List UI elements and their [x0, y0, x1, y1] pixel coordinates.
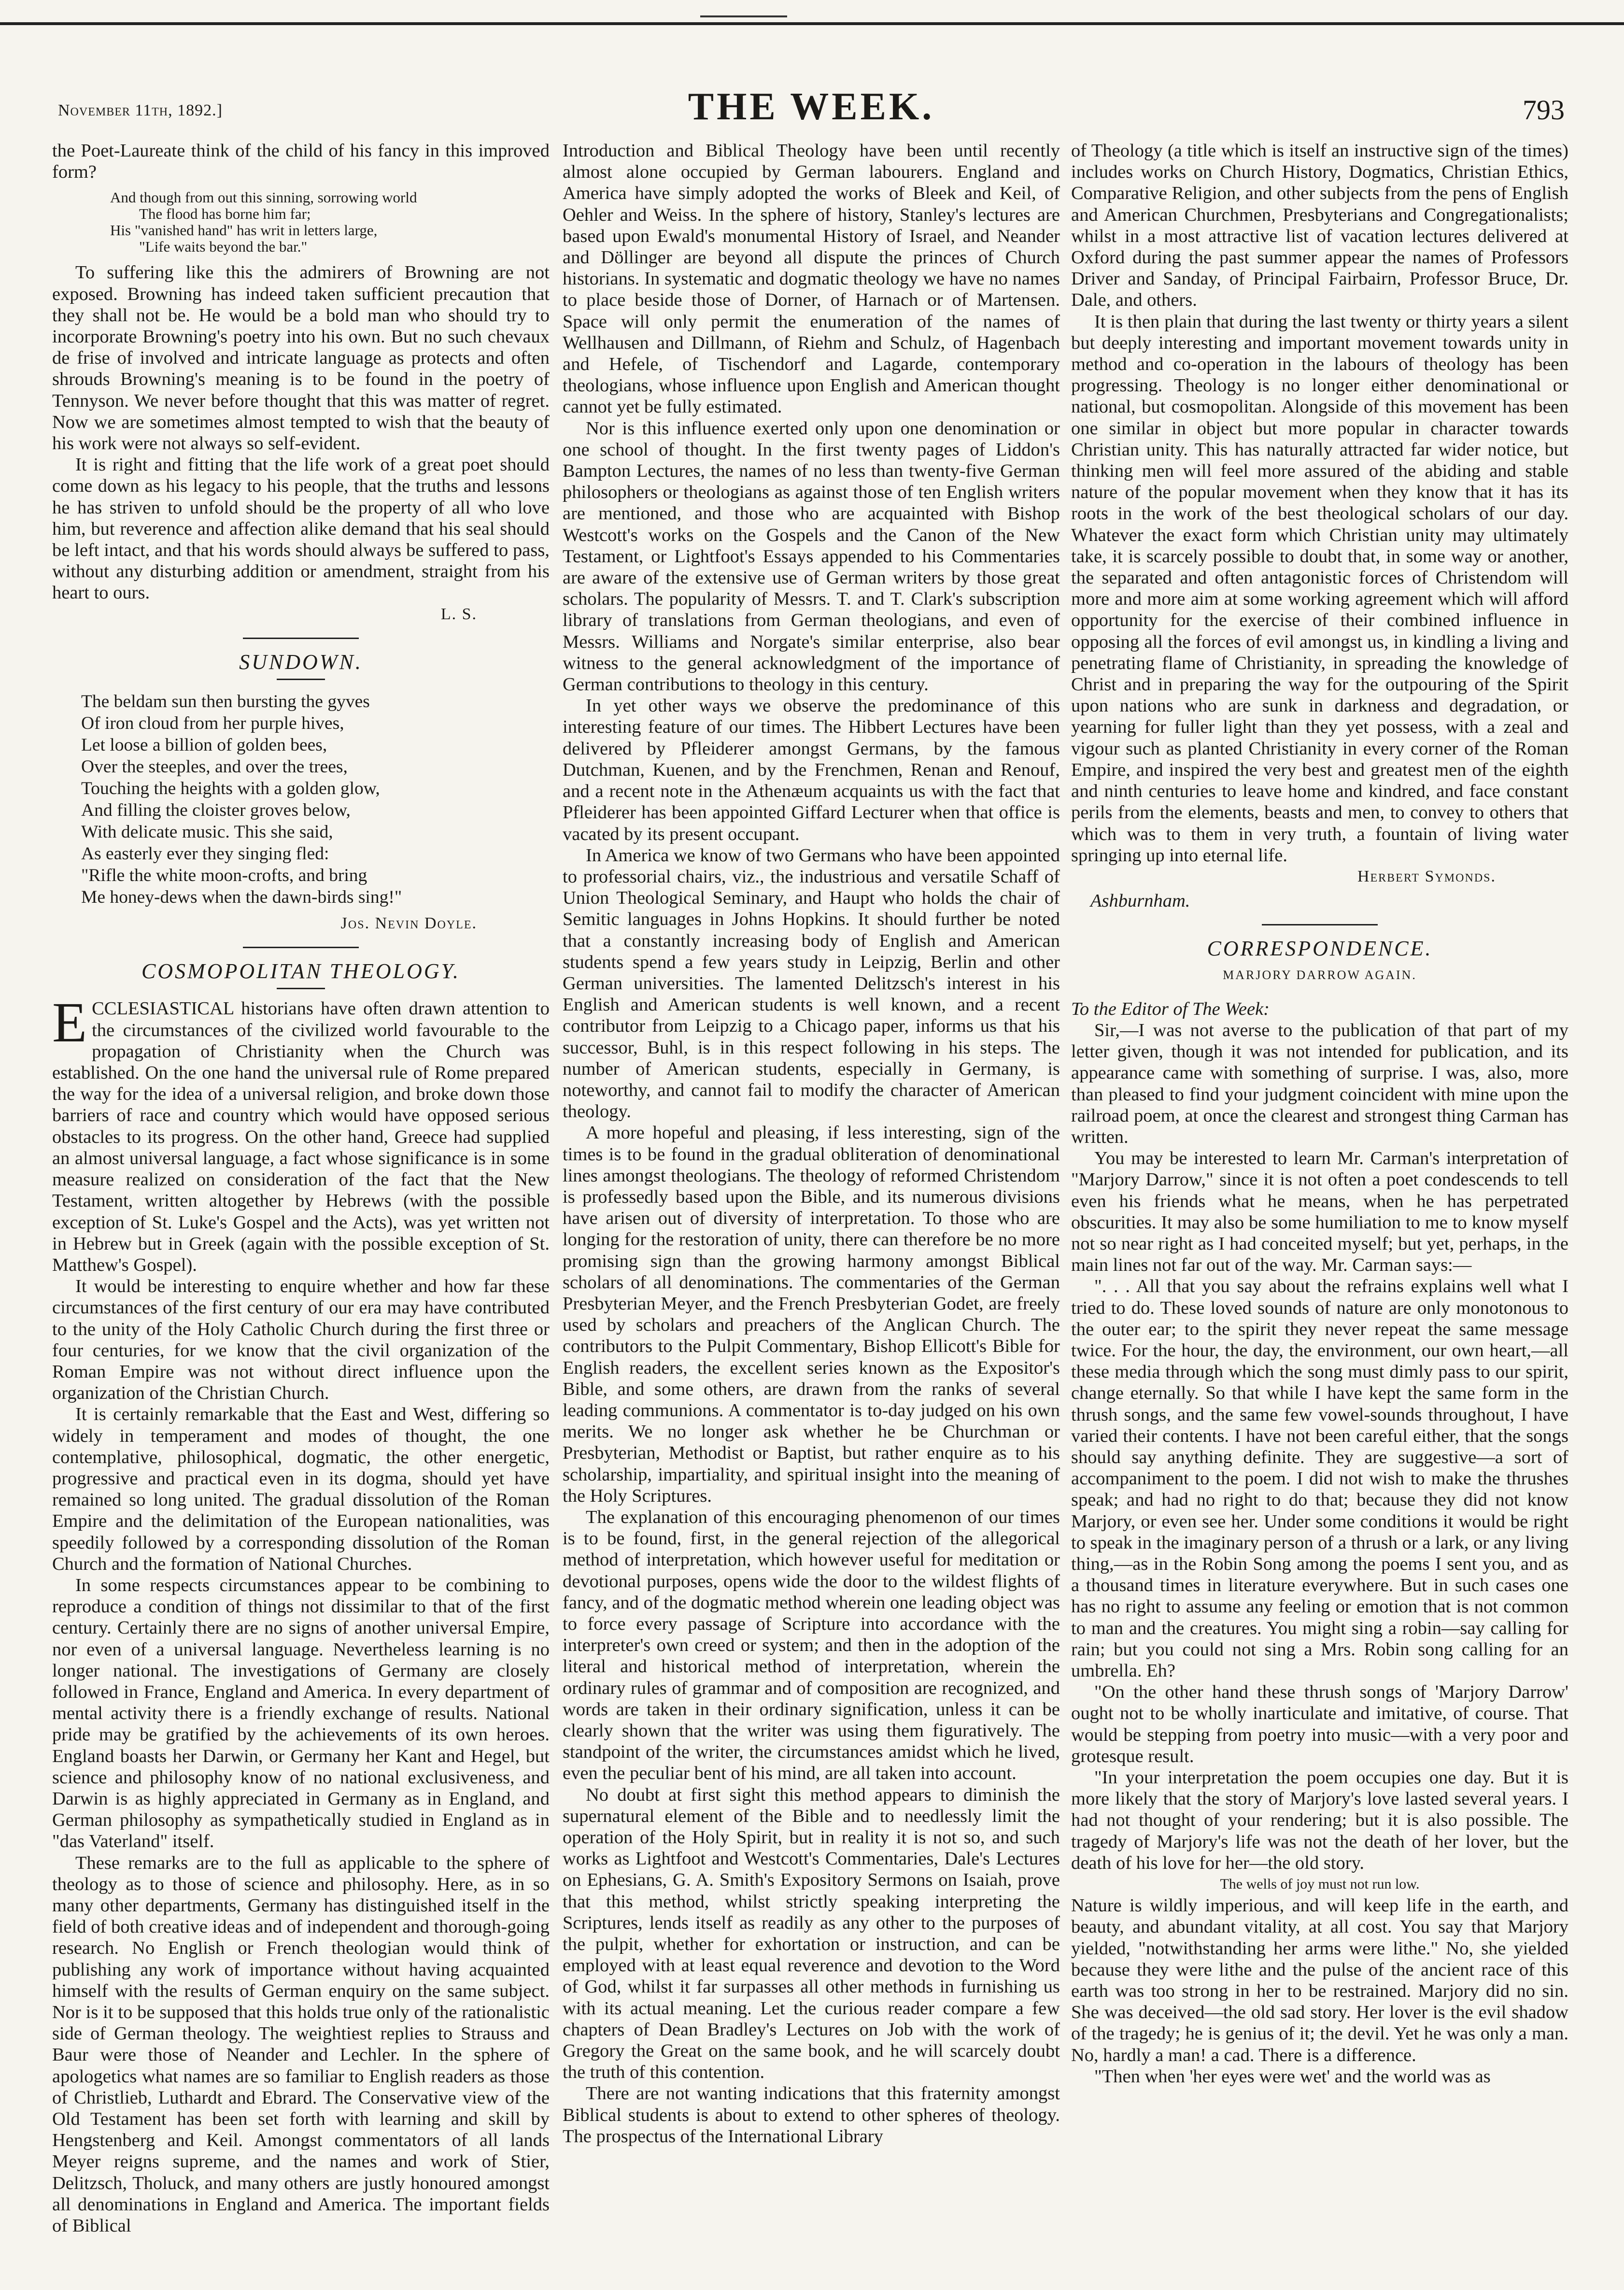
heading-cosmopolitan-theology: COSMOPOLITAN THEOLOGY. — [141, 959, 461, 983]
divider — [277, 988, 325, 989]
drop-cap: E — [52, 991, 87, 1054]
dateline-place: Ashburnham. — [1090, 891, 1190, 911]
poem-line: Over the steeples, and over the trees, — [81, 757, 348, 777]
paragraph: Nor is this influence exerted only upon one denomination or one school of thought. In the first twenty pages of Liddon's Bampton Lectures, the names of no less than twenty-five German philosophers or theologians as against those of ten English writers are mentioned, and those who are acquainted with Bishop Westcott's works on the Gospels and the Canon of the New Testament, or Lightfoot's Essays appended to his Commentaries are aware of the extensive use of German writers by those great scholars. The popularity of Messrs. T. and T. Clark's subscription library of translations from German theologians, and even of Messrs. Williams and Norgate's similar enterprise, also bear witness to the general acknowledgment of the importance of German contributions to theology in this century. — [563, 418, 1060, 695]
paragraph: The explanation of this encouraging phenomenon of our times is to be found, first, in the general rejection of the allegorical method of interpretation, which however useful for meditation or devotional purposes, opens wide the door to the wildest flights of fancy, and of the dogmatic method wherein one leading object was to force every passage of Scripture into accordance with the interpreter's own creed or system; and then in the adoption of the literal and historical method of interpretation, wherein the ordinary rules of grammar and of composition are recognized, and words are taken in their ordinary signification, unless it can be clearly shown that the writer was using them figuratively. The standpoint of the writer, the circumstances amidst which he lived, even the peculiar bent of his mind, are all taken into account. — [563, 1507, 1060, 1784]
paragraph: Introduction and Biblical Theology have been until recently almost alone occupied by German labourers. England and America have simply adopted the works of Bleek and Keil, of Oehler and Weiss. In the sphere of history, Stanley's lectures are based upon Ewald's monumental History of Israel, and Neander and Döllinger are beyond all dispute the princes of Church historians. In systematic and dogmatic theology we have no names to place beside those of Dorner, of Harnach or of Martensen. Space will only permit the enumeration of the names of Wellhausen and Dillmann, of Riehm and Schulz, of Hagenbach and Hefele, of Tischendorf and Lagarde, contemporary theologians, whose influence upon English and American thought cannot yet be fully estimated. — [563, 141, 1060, 417]
paragraph: Sir,—I was not averse to the publication of that part of my letter given, though it was not intended for publication, and its appearance came with something of surprise. I was, also, more than pleased to find your judgment coincident with mine upon the railroad poem, at once the clearest and strongest thing Carman has written. — [1071, 1020, 1568, 1147]
quoted-line: The wells of joy must not run low. — [1220, 1876, 1420, 1892]
publication-title: THE WEEK. — [688, 85, 935, 128]
paragraph: the Poet-Laureate think of the child of his fancy in this improved form? — [52, 141, 550, 183]
paragraph: In America we know of two Germans who have been appointed to professorial chairs, viz., the industrious and versatile Schaff of Union Theological Seminary, and Haupt who holds the chair of Semitic languages in Johns Hopkins. It should further be noted that a constantly increasing body of English and American students spend a few years study in Leipzig, Berlin and other German universities. The lamented Delitzsch's interest in his English and American students is well known, and a recent contributor from Leipzig to a Chicago paper, informs us that his successor, Buhl, is in this respect following in his steps. The number of American students, especially in Germany, is noteworthy, and cannot fail to modify the character of American theology. — [563, 845, 1060, 1122]
paragraph: A more hopeful and pleasing, if less interesting, sign of the times is to be found in the gradual obliteration of denominational lines amongst theologians. The theology of reformed Christendom is professedly based upon the Bible, and its numerous divisions have arisen out of diversity of interpretation. To those who are longing for the restoration of unity, there can therefore be no more promising sign than the growing harmony amongst Biblical scholars of all denominations. The commentaries of the German Presbyterian Meyer, and the French Presbyterian Godet, are freely used by scholars and preachers of the Anglican Church. The contributors to the Pulpit Commentary, Bishop Ellicott's Bible for English readers, the excellent series known as the Expositor's Bible, and some others, are drawn from the ranks of several leading communions. A commentator is to-day judged on his own merits. We no longer ask whether he be Churchman or Presbyterian, Methodist or Baptist, but rather enquire as to his scholarship, impartiality, and spiritual insight into the meaning of the Holy Scriptures. — [563, 1123, 1060, 1506]
paragraph: It is then plain that during the last twenty or thirty years a silent but deeply interesting and important movement towards unity in method and co-operation in the labours of theology has been progressing. Theology is no longer either denominational or national, but cosmopolitan. Alongside of this movement has been one similar in object but more popular in character towards Christian unity. This has naturally attracted far wider notice, but thinking men will feel more assured of the abiding and stable nature of the popular movement when they know that it has its roots in the work of the best theological scholars of our day. Whatever the exact form which Christian unity may ultimately take, it is scarcely possible to doubt that, in some way or another, the separated and often antagonistic forces of Christendom will more and more aim at some working agreement which will afford opportunity for the exercise of their combined influence in opposing all the forces of evil amongst us, in kindling a living and penetrating flame of Christianity, in spreading the knowledge of Christ and in preparing the way for the outpouring of the Spirit upon nations who are sunk in darkness and degradation, or yearning for fuller light than they yet possess, with a zeal and vigour such as planted Christianity in every corner of the Roman Empire, and inspired the very best and greatest men of the eighth and ninth centuries to leave home and kindred, and face constant perils from the elements, beasts and men, to convey to others that which was to them in very truth, a fountain of living water springing up into eternal life. — [1071, 311, 1568, 866]
verse-line: His "vanished hand" has writ in letters large, — [110, 222, 378, 239]
paragraph: It would be interesting to enquire whether and how far these circumstances of the first century of our era may have contributed to the unity of the Holy Catholic Church during the first three or four centuries, for we know that the civil organization of the Roman Empire was not without direct influence upon the organization of the Christian Church. — [52, 1276, 550, 1404]
paragraph: It is right and fitting that the life work of a great poet should come down as his legacy to his people, that the truths and lessons he has striven to unfold should be the property of all who love him, but reverence and affection alike demand that his seal should be left intact, and that his words should always be suffered to pass, without any disturbing addition or amendment, straight from his heart to ours. — [52, 455, 550, 603]
quoted-verse — [110, 189, 550, 255]
top-ornament — [700, 3, 787, 17]
divider — [243, 638, 359, 639]
masthead — [58, 72, 1565, 130]
signature-doyle: Jos. Nevin Doyle. — [340, 914, 477, 933]
heading-sundown: SUNDOWN. — [239, 650, 363, 674]
subheading-marjory-darrow: MARJORY DARROW AGAIN. — [1223, 967, 1417, 982]
top-border — [0, 0, 1624, 25]
divider — [243, 947, 359, 948]
paragraph: "On the other hand these thrush songs of 'Marjory Darrow' ought not to be wholly inarticulate and imitative, of course. That would be stepping from poetry into music—with a very poor and grotesque result. — [1071, 1682, 1568, 1766]
poem-line: "Rifle the white moon-crofts, and bring — [81, 866, 367, 886]
column-2 — [563, 140, 1060, 2147]
poem-sundown — [81, 691, 550, 908]
paragraph: of Theology (a title which is itself an instructive sign of the times) includes works on Church History, Dogmatics, Christian Ethics, Comparative Religion, and other subjects from the pens of English and American Churchmen, Presbyterians and Congregationalists; whilst in a most attractive list of vacation lectures delivered at Oxford during the past summer appear the names of Professors Driver and Sanday, of Principal Fairbairn, Professor Bruce, Dr. Dale, and others. — [1071, 141, 1568, 311]
paragraph: ". . . All that you say about the refrains explains well what I tried to do. These loved sounds of nature are only monotonous to the outer ear; to the spirit they never repeat the same message twice. For the hour, the day, the environment, our own heart,—all these media through which the song must dimly pass to our spirit, change eternally. So that while I have kept the same form in the thrush songs, and the same few vowel-sounds throughout, I have varied their contents. I have not been careful either, that the songs should say anything definite. They are suggestive—a sort of accompaniment to the poem. I did not wish to make the thrushes speak; and had no right to do that; because they did not know Marjory, or even see her. Under some conditions it would be right to speak in the imaginary person of a thrush or a lark, or any living thing,—as in the Robin Song among the poems I sent you, and as a thousand times in literature everywhere. But in such cases one has no right to assume any feeling or emotion that is not common to man and the creatures. You might sing a robin—say calling for rain; but you could not sing a Mrs. Robin song calling for an umbrella. Eh? — [1071, 1276, 1568, 1681]
signature-ls: L. S. — [440, 605, 477, 623]
verse-line: And though from out this sinning, sorrowing world — [110, 189, 417, 206]
page-number: 793 — [1523, 94, 1565, 126]
paragraph: These remarks are to the full as applicable to the sphere of theology as to those of science and philosophy. Here, as in so many other departments, Germany has distinguished itself in the field of both creative ideas and of independent and thorough-going research. No English or French theologian would think of publishing any work of importance without having acquainted himself with the results of German enquiry on the same subject. Nor is it to be supposed that this holds true only of the rationalistic side of German theology. The weightiest replies to Strauss and Baur were those of Neander and Lechler. In the sphere of apologetics what names are so familiar to English readers as those of Christlieb, Luthardt and Ebrard. The Conservative view of the Old Testament has been set forth with learning and skill by Hengstenberg and Keil. Amongst commentators of all lands Meyer reigns supreme, and the names and work of Stier, Delitzsch, Tholuck, and many others are justly honoured amongst all denominations in England and America. The important fields of Biblical — [52, 1852, 550, 2236]
paragraph: There are not wanting indications that this fraternity amongst Biblical students is about to extend to other spheres of theology. The prospectus of the International Library — [563, 2083, 1060, 2147]
issue-date: November 11th, 1892.] — [58, 101, 223, 119]
paragraph: In yet other ways we observe the predominance of this interesting feature of our times. The Hibbert Lectures have been delivered by Pfleiderer amongst Germans, by the famous Dutchman, Kuenen, and by the Frenchmen, Renan and Renouf, and a recent note in the Athenæum acquaints us with the fact that Pfleiderer has been appointed Giffard Lecturer when that office is vacated by its present occupant. — [563, 696, 1060, 844]
paragraph-text: CCLESIASTICAL historians have often drawn attention to the circumstances of the civilized world favourable to the propagation of Christianity when the Church was established. On the one hand the universal rule of Rome prepared the way for the idea of a universal religion, and broke down those barriers of race and country which would have opposed serious obstacles to its progress. On the other hand, Greece had supplied an almost universal language, a fact whose significance is in some measure realized on consideration of the fact that the New Testament, written altogether by Hebrews (with the possible exception of St. Luke's Gospel and the Acts), was yet written not in Hebrew but in Greek (again with the possible exception of St. Matthew's Gospel). — [52, 998, 550, 1275]
poem-line: Touching the heights with a golden glow, — [81, 779, 380, 799]
paragraph — [52, 991, 550, 1276]
paragraph: To suffering like this the admirers of Browning are not exposed. Browning has indeed taken sufficient precaution that they shall not be. He would be a bold man who should try to incorporate Browning's poetry into his own. But no such chevaux de frise of involved and intricate language as protects and often shrouds Browning's meaning is to be found in the poetry of Tennyson. We never before thought that this was matter of regret. Now we are sometimes almost tempted to wish that the beauty of his work were not always so self-evident. — [52, 262, 550, 454]
paragraph: Nature is wildly imperious, and will keep life in the earth, and beauty, and abundant vitality, at all cost. You say that Marjory yielded, "notwithstanding her arms were lithe." No, she yielded because they were lithe and the pulse of the ancient race of this earth was too strong in her to be restrained. Marjory did no sin. She was deceived—the old sad story. Her lover is the evil shadow of the tragedy; he is genius of it; the devil. Yet he was only a man. No, hardly a man! a cad. There is a difference. — [1071, 1895, 1568, 2065]
poem-line: With delicate music. This she said, — [81, 822, 333, 842]
paragraph: In some respects circumstances appear to be combining to reproduce a condition of things not dissimilar to that of the first century. Certainly there are no signs of another universal Empire, nor even of a universal language. Nevertheless learning is no longer national. The investigations of Germany are closely followed in France, England and America. In every department of mental activity there is a friendly exchange of results. National pride may be gratified by the achievements of its own heroes. England boasts her Darwin, or Germany her Kant and Hegel, but science and philosophy know of no national exclusiveness, and Darwin is as highly appreciated in Germany as in England, and German philosophy as sympathetically studied in England as in "das Vaterland" itself. — [52, 1575, 550, 1852]
heading-correspondence: CORRESPONDENCE. — [1207, 937, 1433, 961]
verse-line: "Life waits beyond the bar." — [139, 238, 308, 256]
paragraph: It is certainly remarkable that the East and West, differing so widely in temperament and modes of thought, the one contemplative, philosophical, dogmatic, the other energetic, progressive and practical even in its dogma, should yet have remained so long united. The gradual dissolution of the Roman Empire and the delimitation of the European nationalities, was speedily followed by a corresponding dissolution of the Roman Church and the formation of National Churches. — [52, 1404, 550, 1574]
paragraph: "Then when 'her eyes were wet' and the world was as — [1094, 2066, 1491, 2087]
verse-line: The flood has borne him far; — [139, 205, 311, 223]
signature-symonds: Herbert Symonds. — [1357, 867, 1496, 885]
poem-line: Me honey-dews when the dawn-birds sing!" — [81, 887, 402, 908]
divider — [1262, 924, 1378, 925]
paragraph: No doubt at first sight this method appears to diminish the supernatural element of the Bible and to needlessly limit the operation of the Holy Spirit, but in reality it is not so, and such works as Lightfoot and Westcott's Commentaries, Dale's Lectures on Ephesians, G. A. Smith's Expository Sermons on Isaiah, prove that this method, whilst strictly speaking interpreting the Scriptures, lends itself as readily as any other to the purposes of the pulpit, whether for exhortation or instruction, and can be employed with at least equal reverence and devotion to the Word of God, whilst it far surpasses all other methods in furnishing us with its actual meaning. Let the curious reader compare a few chapters of Dean Bradley's Lectures on Job with the work of Gregory the Great on the same book, and he will scarcely doubt the truth of this contention. — [563, 1784, 1060, 2083]
poem-line: As easterly ever they singing fled: — [81, 844, 329, 864]
paragraph: You may be interested to learn Mr. Carman's interpretation of "Marjory Darrow," since it is not often a poet condescends to tell even his friends what he means, when he has perpetrated obscurities. It may also be some humiliation to me to know myself not so near right as I had conceited myself; but yet, perhaps, in the main lines not far out of the way. Mr. Carman says:— — [1071, 1148, 1568, 1276]
column-1 — [52, 140, 550, 2236]
poem-line: Let loose a billion of golden bees, — [81, 735, 327, 755]
poem-line: The beldam sun then bursting the gyves — [81, 692, 370, 712]
poem-line: Of iron cloud from her purple hives, — [81, 713, 344, 734]
divider — [277, 679, 325, 680]
salutation: To the Editor of The Week: — [1071, 998, 1270, 1019]
paragraph: "In your interpretation the poem occupies one day. But it is more likely that the story of Marjory's love lasted several years. I had not thought of your rendering; but it is also possible. The tragedy of Marjory's life was not the death of her lover, but the death of his love for her—the old story. — [1071, 1767, 1568, 1873]
column-3 — [1071, 140, 1568, 2087]
poem-line: And filling the cloister groves below, — [81, 800, 351, 821]
